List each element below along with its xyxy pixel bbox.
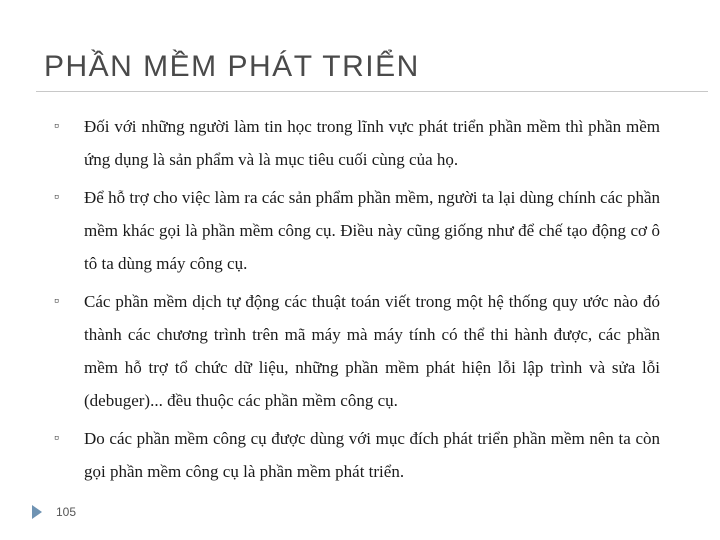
bullet-text: Các phần mềm dịch tự động các thuật toán viết trong một hệ thống quy ước nào đó thành các chương trình trên mã máy mà máy tính có thể thi hành được, các phần mềm hỗ trợ tổ chức dữ liệu, những phần mềm phát hiện lỗi lập trình và sửa lỗi (debuger)... đều thuộc các phần mềm công cụ. xyxy=(84,292,660,410)
bullet-item-2 xyxy=(52,181,660,280)
bullet-text: Để hỗ trợ cho việc làm ra các sản phẩm phần mềm, người ta lại dùng chính các phần mềm khác gọi là phần mềm công cụ. Điều này cũng giống như để chế tạo động cơ ô tô ta dùng máy công cụ. xyxy=(84,188,660,273)
bullet-text: Đối với những người làm tin học trong lĩnh vực phát triển phần mềm thì phần mềm ứng dụng là sản phẩm và là mục tiêu cuối cùng của họ. xyxy=(84,117,660,169)
triangle-arrow-icon xyxy=(32,505,42,519)
bullet-item-4 xyxy=(52,422,660,488)
bullet-text: Do các phần mềm công cụ được dùng với mục đích phát triển phần mềm nên ta còn gọi phần mềm công cụ là phần mềm phát triển. xyxy=(84,429,660,481)
square-bullet-icon: ▫ xyxy=(54,431,59,446)
bullet-list xyxy=(52,110,660,493)
square-bullet-icon: ▫ xyxy=(54,294,59,309)
slide-footer xyxy=(32,505,76,519)
square-bullet-icon: ▫ xyxy=(54,190,59,205)
square-bullet-icon: ▫ xyxy=(54,119,59,134)
page-number: 105 xyxy=(56,505,77,519)
title-divider xyxy=(36,91,708,92)
slide-title: PHẦN MỀM PHÁT TRIỂN xyxy=(44,50,420,83)
bullet-item-3 xyxy=(52,285,660,417)
bullet-item-1 xyxy=(52,110,660,176)
